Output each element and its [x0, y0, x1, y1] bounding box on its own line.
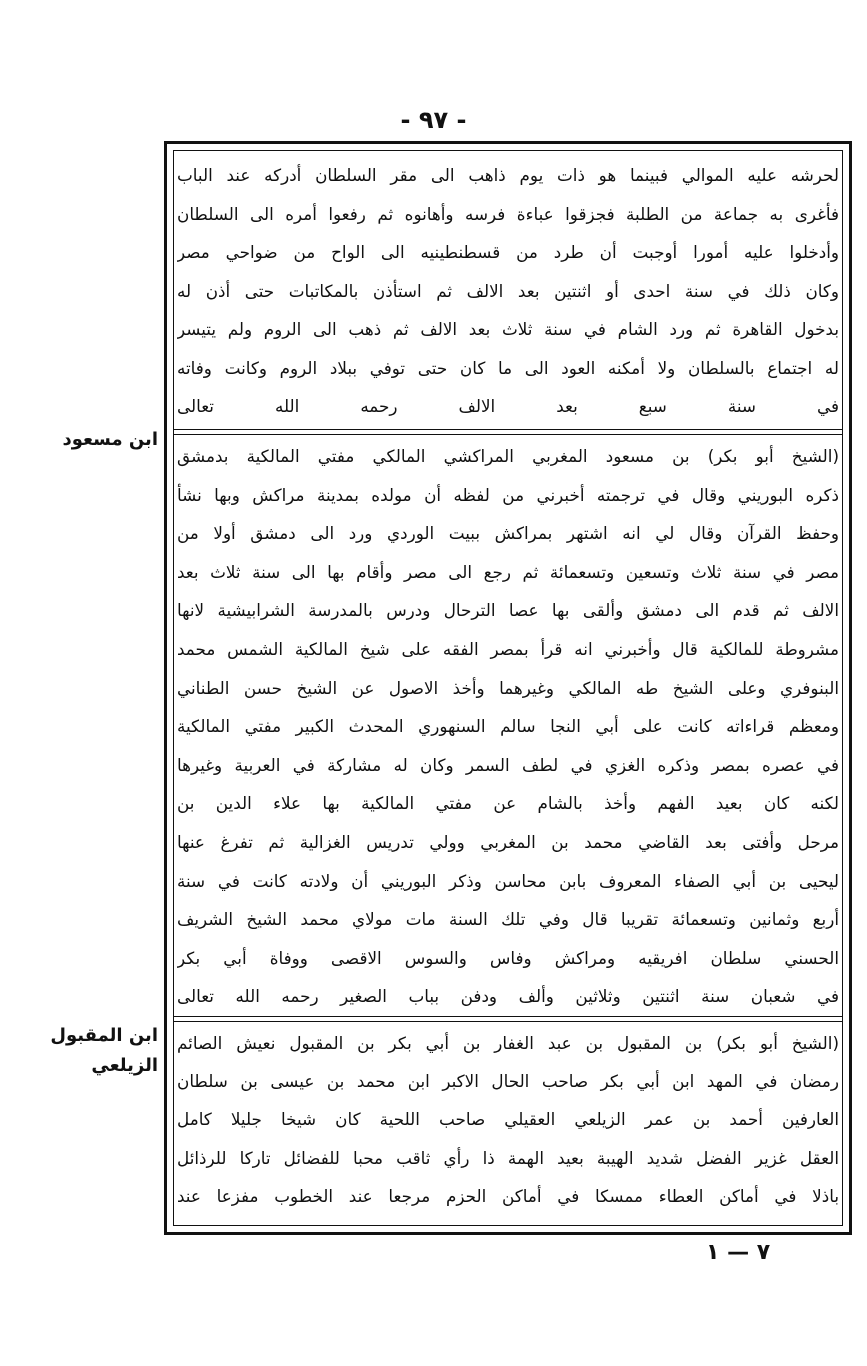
entry-separator	[173, 429, 843, 430]
text-line: لحرشه عليه الموالي فبينما هو ذات يوم ذاهب الى مقر السلطان أدركه عند الباب	[177, 165, 839, 185]
entry-abu-bakr-ibn-masud	[177, 437, 839, 1016]
text-line: ليحيى بن أبي الصفاء المعروف بابن محاسن وذكر البوريني أن ولادته كانت في سنة	[177, 870, 839, 891]
text-line: في عصره بمصر وذكره الغزي في لطف السمر وكان له مشاركة في العربية وغيرها	[177, 754, 839, 775]
text-line: في سنة سبع بعد الالف رحمه الله تعالى	[177, 396, 839, 416]
margin-name-ibn-masud: ابن مسعود	[62, 429, 158, 450]
text-frame	[164, 141, 852, 1235]
text-line: باذلا في أماكن العطاء ممسكا في أماكن الحزم مرجعا عند الخطوب مفزعا عند	[177, 1185, 839, 1206]
text-line: (الشيخ أبو بكر) بن مسعود المغربي المراكشي المالكي مفتي المالكية بدمشق	[177, 446, 839, 466]
text-line: بدخول القاهرة ثم ورد الشام في سنة ثلاث بعد الالف ثم ذهب الى الروم ولم يتيسر	[177, 319, 839, 339]
margin-name-line: ابن المقبول	[50, 1025, 158, 1046]
text-line: رمضان في المهد ابن أبي بكر صاحب الحال الاكبر ابن محمد بن عيسى بن سلطان	[177, 1071, 839, 1092]
text-line: البنوفري وعلى الشيخ طه المالكي وغيرهما وأخذ الاصول عن الشيخ حسن الطناني	[177, 677, 839, 698]
text-line: مصر في سنة ثلاث وتسعين وتسعمائة ثم رجع الى مصر وأقام بها الى سنة ثلاث بعد	[177, 561, 839, 582]
signature-mark: ٧ — ١	[706, 1240, 771, 1265]
text-line: مرحل وأفتى بعد القاضي محمد بن المغربي وولي تدريس الغزالية ثم تفرغ عنها	[177, 831, 839, 852]
text-line: الالف ثم قدم الى دمشق وألقى بها عصا الترحال ودرس بالمدرسة الشرابيشية لانها	[177, 600, 839, 621]
page-number: - ٩٧ -	[400, 106, 467, 134]
margin-name-line: الزيلعي	[91, 1055, 158, 1076]
text-line: وكان ذلك في سنة احدى أو اثنتين بعد الالف ثم استأذن بالمكاتبات حتى أذن له	[177, 280, 839, 301]
text-line: له اجتماع بالسلطان ولا أمكنه العود الى ما كان حتى توفي ببلاد الروم وكانت وفاته	[177, 357, 839, 378]
entry-separator	[173, 1016, 843, 1017]
text-line: وحفظ القرآن وقال لي انه اشتهر بمراكش ببيت الوردي ورد الى دمشق أولا من	[177, 523, 839, 544]
text-line: العارفين أحمد بن عمر الزيلعي العقيلي صاحب اللحية كان شيخا جليلا كامل	[177, 1109, 839, 1130]
text-line: وأدخلوا عليه أمورا أوجبت أن طرد من قسطنطينيه الى الواح من ضواحي مصر	[177, 242, 839, 262]
entry-abu-bakr-ibn-maqbul	[177, 1024, 839, 1215]
entry-continuation	[177, 156, 839, 426]
text-line: ذكره البوريني وقال في ترجمته أخبرني من لفظه أن مولده بمدينة مراكش وبها نشأ	[177, 484, 839, 505]
text-line: لكنه كان بعيد الفهم وأخذ بالشام عن مفتي المالكية بها علاء الدين بن	[177, 793, 839, 814]
text-line: فأغرى به جماعة من الطلبة فجزقوا عباءة فرسه وأهانوه ثم رفعوا أمره الى السلطان	[177, 203, 839, 224]
text-line: في شعبان سنة اثنتين وثلاثين وألف ودفن بباب الصغير رحمه الله تعالى	[177, 986, 839, 1007]
text-line: أربع وثمانين وتسعمائة تقريبا قال وفي تلك السنة مات مولاي محمد الشيخ الشريف	[177, 909, 839, 930]
text-line: الحسني سلطان افريقيه ومراكش وفاس والسوس الاقصى ووفاة أبي بكر	[177, 947, 839, 968]
text-line: ومعظم قراءاته كانت على أبي النجا سالم السنهوري المحدث الكبير مفتي المالكية	[177, 716, 839, 737]
text-line: العقل غزير الفضل شديد الهيبة بعيد الهمة ذا رأي ثاقب محبا للفضائل تاركا للرذائل	[177, 1147, 839, 1168]
text-line: (الشيخ أبو بكر) بن المقبول بن عبد الغفار بن أبي بكر بن المقبول نعيش الصائم	[177, 1033, 839, 1053]
margin-name-ibn-maqbul	[38, 1021, 158, 1081]
text-line: مشروطة للمالكية قال وأخبرني انه قرأ بمصر الفقه على شيخ المالكية الشمس محمد	[177, 638, 839, 659]
